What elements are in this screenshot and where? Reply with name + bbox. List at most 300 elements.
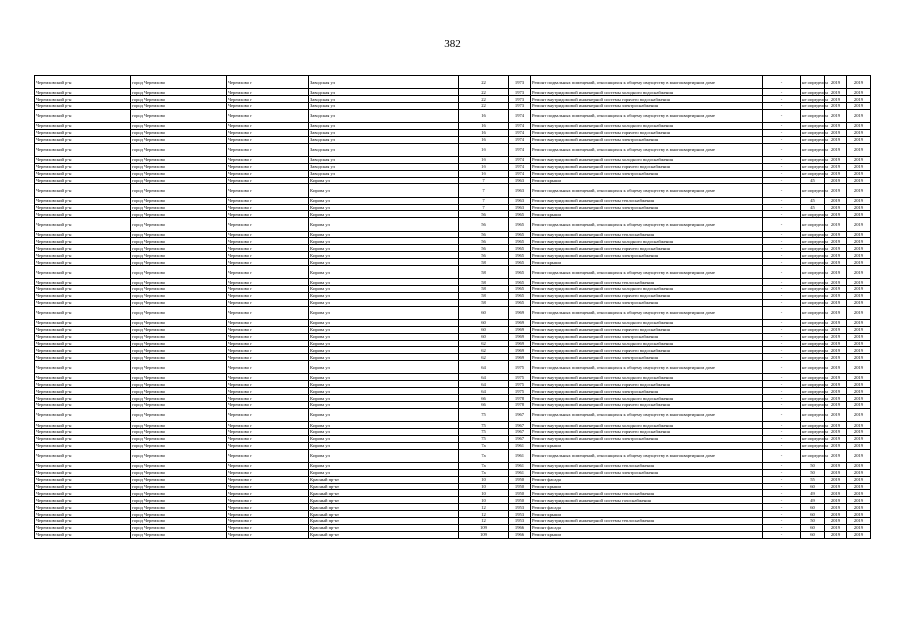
table-row [35,517,871,524]
dash-cell: - [763,504,801,511]
street-cell: Заводская ул [309,102,459,109]
street-cell: Кирова ул [309,462,459,469]
cost-cell: не определен [802,164,828,170]
district-cell: Черемховский р-н [35,374,131,381]
build-year-cell: 1969 [509,326,531,333]
street-cell: Красный пр-кт [309,524,459,531]
settlement-cell: Черемхово г [227,76,309,89]
table-row [35,76,871,89]
city-cell: город Черемхово [131,211,227,218]
cost-cell: не определен [801,76,825,89]
city-cell: город Черемхово [131,354,227,361]
work-type-cell: Ремонт внутридомовой инженерной системы электроснабжения [531,388,763,395]
house-number-cell: 75 [459,422,509,429]
work-type-cell: Ремонт внутридомовой инженерной системы электроснабжения [531,204,763,211]
settlement-cell: Черемхово г [227,136,309,143]
dash-cell: - [763,422,801,429]
plan-year-start-cell: 2019 [825,388,847,395]
work-type-cell: Ремонт внутридомовой инженерной системы холодного водоснабжения [531,395,763,402]
district-cell: Черемховский р-н [35,197,131,204]
work-type-cell: Ремонт внутридомовой инженерной системы горячего водоснабжения [531,245,763,252]
plan-year-end-cell: 2019 [847,340,871,347]
cost-cell: 50 [801,462,825,469]
city-cell: город Черемхово [131,299,227,306]
street-cell: Кирова ул [309,428,459,435]
dash-cell: - [763,204,801,211]
cost-cell: не определен [801,143,825,156]
plan-year-end-cell: 2019 [847,109,871,122]
dash-cell: - [763,286,801,293]
cost-cell: не определен [802,231,828,237]
cost-cell: не определен [801,306,825,319]
house-number-cell: 16 [459,136,509,143]
build-year-cell: 1978 [509,395,531,402]
table-row [35,279,871,286]
cost-cell: не определен [801,265,825,278]
city-cell: город Черемхово [131,252,227,259]
district-cell: Черемховский р-н [35,435,131,442]
house-number-cell: 64 [459,381,509,388]
work-type-cell: Ремонт крыши [531,442,763,449]
street-cell: Кирова ул [309,326,459,333]
settlement-cell: Черемхово г [227,476,309,483]
district-cell: Черемховский р-н [35,402,131,409]
build-year-cell: 1963 [509,177,531,184]
street-cell: Заводская ул [309,76,459,89]
city-cell: город Черемхово [131,497,227,504]
city-cell: город Черемхово [131,279,227,286]
build-year-cell: 1953 [509,504,531,511]
plan-year-end-cell: 2019 [847,374,871,381]
cost-cell: не определен [802,259,828,265]
cost-cell: не определен [802,286,828,292]
dash-cell: - [763,388,801,395]
house-number-cell: 22 [459,89,509,96]
table-row [35,184,871,197]
table-row [35,238,871,245]
plan-year-end-cell: 2019 [847,89,871,96]
build-year-cell: 1974 [509,170,531,177]
city-cell: город Черемхово [131,361,227,374]
house-number-cell: 12 [459,504,509,511]
settlement-cell: Черемхово г [227,340,309,347]
house-number-cell: 22 [459,102,509,109]
district-cell: Черемховский р-н [35,245,131,252]
repair-register-table [34,75,871,539]
plan-year-end-cell: 2019 [847,306,871,319]
plan-year-start-cell: 2019 [825,129,847,136]
dash-cell: - [763,326,801,333]
build-year-cell: 1950 [509,497,531,504]
district-cell: Черемховский р-н [35,469,131,476]
cost-cell: не определен [802,96,828,102]
table-row [35,511,871,518]
dash-cell: - [763,163,801,170]
cost-cell: не определен [802,123,828,129]
city-cell: город Черемхово [131,177,227,184]
dash-cell: - [763,211,801,218]
plan-year-start-cell: 2019 [825,123,847,130]
table-row [35,211,871,218]
district-cell: Черемховский р-н [35,449,131,462]
work-type-cell: Ремонт крыши [531,259,763,266]
cost-cell: 55 [801,476,825,483]
street-cell: Заводская ул [309,156,459,163]
city-cell: город Черемхово [131,170,227,177]
plan-year-start-cell: 2019 [825,395,847,402]
build-year-cell: 1965 [509,245,531,252]
work-type-cell: Ремонт внутридомовой инженерной системы холодного водоснабжения [531,422,763,429]
city-cell: город Черемхово [131,204,227,211]
district-cell: Черемховский р-н [35,340,131,347]
district-cell: Черемховский р-н [35,123,131,130]
cost-cell: не определен [802,320,828,326]
cost-cell: не определен [802,211,828,217]
street-cell: Кирова ул [309,395,459,402]
house-number-cell: 56 [459,231,509,238]
build-year-cell: 1969 [509,354,531,361]
plan-year-end-cell: 2019 [847,531,871,538]
city-cell: город Черемхово [131,347,227,354]
house-number-cell: 62 [459,354,509,361]
house-number-cell: 60 [459,333,509,340]
build-year-cell: 1965 [509,286,531,293]
work-type-cell: Ремонт внутридомовой инженерной системы горячего водоснабжения [531,163,763,170]
build-year-cell: 1967 [509,422,531,429]
work-type-cell: Ремонт внутридомовой инженерной системы холодного водоснабжения [531,319,763,326]
house-number-cell: 16 [459,123,509,130]
table-row [35,490,871,497]
cost-cell: 60 [801,531,825,538]
plan-year-end-cell: 2019 [847,442,871,449]
settlement-cell: Черемхово г [227,245,309,252]
street-cell: Кирова ул [309,252,459,259]
work-type-cell: Ремонт внутридомовой инженерной системы электроснабжения [531,435,763,442]
cost-cell: не определен [801,109,825,122]
build-year-cell: 1953 [509,517,531,524]
table-row [35,340,871,347]
settlement-cell: Черемхово г [227,361,309,374]
city-cell: город Черемхово [131,517,227,524]
house-number-cell: 56 [459,211,509,218]
table-row [35,259,871,266]
dash-cell: - [763,143,801,156]
work-type-cell: Ремонт внутридомовой инженерной системы электроснабжения [531,170,763,177]
table-row [35,109,871,122]
house-number-cell: 64 [459,388,509,395]
table-row [35,136,871,143]
plan-year-start-cell: 2019 [825,177,847,184]
street-cell: Кирова ул [309,319,459,326]
plan-year-end-cell: 2019 [847,435,871,442]
settlement-cell: Черемхово г [227,504,309,511]
plan-year-start-cell: 2019 [825,340,847,347]
street-cell: Кирова ул [309,231,459,238]
district-cell: Черемховский р-н [35,333,131,340]
build-year-cell: 1965 [509,218,531,231]
build-year-cell: 1966 [509,531,531,538]
cost-cell: 60 [801,483,825,490]
city-cell: город Черемхово [131,462,227,469]
cost-cell: не определен [802,300,828,306]
table-row [35,319,871,326]
house-number-cell: 62 [459,340,509,347]
house-number-cell: 56 [459,245,509,252]
city-cell: город Черемхово [131,490,227,497]
district-cell: Черемховский р-н [35,252,131,259]
work-type-cell: Ремонт внутридомовой инженерной системы горячего водоснабжения [531,381,763,388]
settlement-cell: Черемхово г [227,490,309,497]
plan-year-end-cell: 2019 [847,354,871,361]
work-type-cell: Ремонт фасада [531,524,763,531]
district-cell: Черемховский р-н [35,497,131,504]
city-cell: город Черемхово [131,259,227,266]
work-type-cell: Ремонт внутридомовой инженерной системы холодного водоснабжения [531,238,763,245]
city-cell: город Черемхово [131,265,227,278]
district-cell: Черемховский р-н [35,354,131,361]
street-cell: Кирова ул [309,449,459,462]
street-cell: Заводская ул [309,163,459,170]
cost-cell: не определен [802,443,828,449]
house-number-cell: 58 [459,286,509,293]
settlement-cell: Черемхово г [227,402,309,409]
plan-year-end-cell: 2019 [847,76,871,89]
district-cell: Черемховский р-н [35,170,131,177]
plan-year-end-cell: 2019 [847,524,871,531]
work-type-cell: Ремонт внутридомовой инженерной системы холодного водоснабжения [531,374,763,381]
settlement-cell: Черемхово г [227,170,309,177]
cost-cell: не определен [802,395,828,401]
build-year-cell: 1961 [509,462,531,469]
plan-year-end-cell: 2019 [847,231,871,238]
cost-cell: не определен [801,218,825,231]
table-row [35,123,871,130]
house-number-cell: 10 [459,490,509,497]
settlement-cell: Черемхово г [227,435,309,442]
build-year-cell: 1965 [509,279,531,286]
city-cell: город Черемхово [131,218,227,231]
table-row [35,395,871,402]
cost-cell: не определен [802,327,828,333]
district-cell: Черемховский р-н [35,326,131,333]
cost-cell: не определен [801,449,825,462]
cost-cell: не определен [802,436,828,442]
district-cell: Черемховский р-н [35,89,131,96]
plan-year-start-cell: 2019 [825,76,847,89]
settlement-cell: Черемхово г [227,177,309,184]
district-cell: Черемховский р-н [35,211,131,218]
city-cell: город Черемхово [131,109,227,122]
plan-year-start-cell: 2019 [825,422,847,429]
work-type-cell: Ремонт подвальных помещений, относящихся к общему имуществу в многоквартирном доме [531,306,763,319]
street-cell: Заводская ул [309,143,459,156]
settlement-cell: Черемхово г [227,286,309,293]
plan-year-end-cell: 2019 [847,102,871,109]
dash-cell: - [763,279,801,286]
work-type-cell: Ремонт внутридомовой инженерной системы холодного водоснабжения [531,156,763,163]
dash-cell: - [763,156,801,163]
house-number-cell: 64 [459,374,509,381]
city-cell: город Черемхово [131,89,227,96]
cost-cell: не определен [802,89,828,95]
plan-year-start-cell: 2019 [825,374,847,381]
plan-year-end-cell: 2019 [847,204,871,211]
settlement-cell: Черемхово г [227,442,309,449]
settlement-cell: Черемхово г [227,354,309,361]
settlement-cell: Черемхово г [227,347,309,354]
dash-cell: - [763,96,801,103]
plan-year-end-cell: 2019 [847,476,871,483]
build-year-cell: 1965 [509,265,531,278]
dash-cell: - [763,109,801,122]
plan-year-start-cell: 2019 [825,279,847,286]
settlement-cell: Черемхово г [227,252,309,259]
table-row [35,402,871,409]
cost-cell: не определен [802,171,828,177]
plan-year-start-cell: 2019 [825,476,847,483]
plan-year-end-cell: 2019 [847,388,871,395]
build-year-cell: 1974 [509,156,531,163]
street-cell: Красный пр-кт [309,476,459,483]
table-row [35,354,871,361]
plan-year-start-cell: 2019 [825,354,847,361]
dash-cell: - [763,129,801,136]
dash-cell: - [763,89,801,96]
dash-cell: - [763,408,801,421]
street-cell: Заводская ул [309,123,459,130]
table-row [35,252,871,259]
district-cell: Черемховский р-н [35,286,131,293]
plan-year-start-cell: 2019 [825,218,847,231]
table-row [35,469,871,476]
street-cell: Кирова ул [309,361,459,374]
cost-cell: 49 [801,497,825,504]
cost-cell: не определен [802,130,828,136]
house-number-cell: 58 [459,279,509,286]
work-type-cell: Ремонт крыши [531,211,763,218]
cost-cell: 45 [801,177,825,184]
page-number: 382 [444,38,461,50]
house-number-cell: 12 [459,511,509,518]
table-row [35,129,871,136]
table-row [35,408,871,421]
plan-year-start-cell: 2019 [825,531,847,538]
house-number-cell: 75 [459,408,509,421]
settlement-cell: Черемхово г [227,319,309,326]
street-cell: Кирова ул [309,388,459,395]
house-number-cell: 16 [459,129,509,136]
street-cell: Красный пр-кт [309,504,459,511]
street-cell: Красный пр-кт [309,517,459,524]
dash-cell: - [763,490,801,497]
settlement-cell: Черемхово г [227,129,309,136]
work-type-cell: Ремонт внутридомовой инженерной системы холодного водоснабжения [531,340,763,347]
street-cell: Красный пр-кт [309,511,459,518]
street-cell: Заводская ул [309,129,459,136]
plan-year-start-cell: 2019 [825,245,847,252]
district-cell: Черемховский р-н [35,428,131,435]
work-type-cell: Ремонт внутридомовой инженерной системы холодного водоснабжения [531,286,763,293]
build-year-cell: 1965 [509,292,531,299]
house-number-cell: 56 [459,218,509,231]
district-cell: Черемховский р-н [35,442,131,449]
cost-cell: не определен [802,293,828,299]
city-cell: город Черемхово [131,483,227,490]
table-row [35,156,871,163]
street-cell: Красный пр-кт [309,531,459,538]
cost-cell: не определен [802,422,828,428]
table-row [35,442,871,449]
build-year-cell: 1953 [509,511,531,518]
table-row [35,531,871,538]
district-cell: Черемховский р-н [35,462,131,469]
cost-cell: не определен [802,388,828,394]
plan-year-start-cell: 2019 [825,184,847,197]
plan-year-end-cell: 2019 [847,143,871,156]
plan-year-end-cell: 2019 [847,504,871,511]
work-type-cell: Ремонт внутридомовой инженерной системы горячего водоснабжения [531,402,763,409]
dash-cell: - [763,449,801,462]
dash-cell: - [763,76,801,89]
district-cell: Черемховский р-н [35,279,131,286]
house-number-cell: 75 [459,428,509,435]
street-cell: Кирова ул [309,333,459,340]
cost-cell: не определен [802,354,828,360]
district-cell: Черемховский р-н [35,143,131,156]
plan-year-start-cell: 2019 [825,408,847,421]
cost-cell: не определен [802,374,828,380]
plan-year-start-cell: 2019 [825,204,847,211]
street-cell: Кирова ул [309,292,459,299]
city-cell: город Черемхово [131,306,227,319]
table-row [35,333,871,340]
dash-cell: - [763,238,801,245]
dash-cell: - [763,435,801,442]
build-year-cell: 1963 [509,197,531,204]
work-type-cell: Ремонт внутридомовой инженерной системы горячего водоснабжения [531,96,763,103]
plan-year-start-cell: 2019 [825,265,847,278]
plan-year-start-cell: 2019 [825,259,847,266]
street-cell: Кирова ул [309,469,459,476]
dash-cell: - [763,177,801,184]
street-cell: Заводская ул [309,170,459,177]
build-year-cell: 1963 [509,204,531,211]
plan-year-end-cell: 2019 [847,347,871,354]
build-year-cell: 1967 [509,408,531,421]
plan-year-end-cell: 2019 [847,252,871,259]
plan-year-start-cell: 2019 [825,517,847,524]
district-cell: Черемховский р-н [35,109,131,122]
build-year-cell: 1969 [509,306,531,319]
city-cell: город Черемхово [131,402,227,409]
city-cell: город Черемхово [131,408,227,421]
plan-year-end-cell: 2019 [847,292,871,299]
cost-cell: 45 [801,204,825,211]
work-type-cell: Ремонт подвальных помещений, относящихся к общему имуществу в многоквартирном доме [531,408,763,421]
plan-year-end-cell: 2019 [847,197,871,204]
dash-cell: - [763,123,801,130]
district-cell: Черемховский р-н [35,361,131,374]
dash-cell: - [763,333,801,340]
plan-year-end-cell: 2019 [847,136,871,143]
dash-cell: - [763,102,801,109]
build-year-cell: 1978 [509,402,531,409]
city-cell: город Черемхово [131,326,227,333]
city-cell: город Черемхово [131,163,227,170]
city-cell: город Черемхово [131,136,227,143]
plan-year-start-cell: 2019 [825,319,847,326]
dash-cell: - [763,462,801,469]
